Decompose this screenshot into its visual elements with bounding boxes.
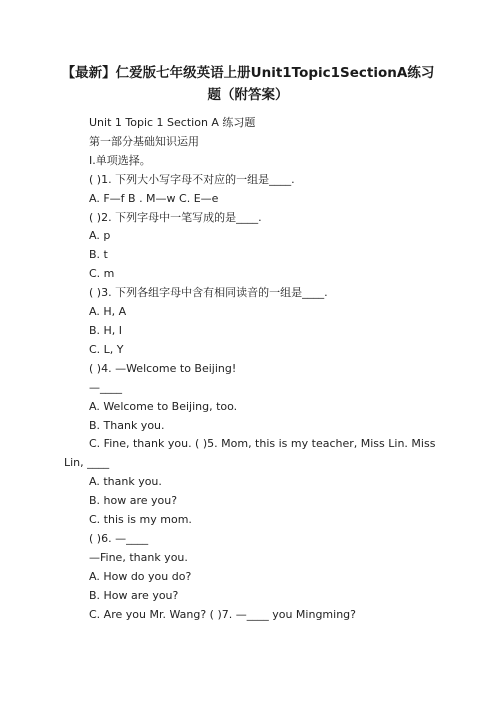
question-4-option-c-and-question-5: C. Fine, thank you. ( )5. Mom, this is my teacher, Miss Lin. Miss (89, 437, 436, 451)
document-body (64, 114, 436, 624)
question-2-option-b: B. t (89, 248, 108, 262)
question-2-option-a: A. p (89, 229, 111, 243)
title-line-2: 题（附答案） (207, 87, 289, 103)
question-4-option-b: B. Thank you. (89, 418, 165, 432)
question-6-option-b: B. How are you? (89, 588, 179, 602)
question-3-option-c: C. L, Y (89, 342, 124, 356)
question-6-option-c-and-question-7: C. Are you Mr. Wang? ( )7. —____ you Mingming? (89, 607, 356, 621)
title-line-1: 【最新】仁爱版七年级英语上册Unit1Topic1SectionA练习 (61, 65, 435, 81)
question-5-option-a: A. thank you. (89, 475, 162, 489)
question-5-option-b: B. how are you? (89, 494, 178, 508)
question-6: ( )6. —____ (89, 531, 149, 545)
question-3-option-a: A. H, A (89, 305, 127, 319)
question-4-blank: —____ (89, 380, 122, 394)
question-3: ( )3. 下列各组字母中含有相同读音的一组是____. (89, 286, 328, 300)
question-2: ( )2. 下列字母中一笔写成的是____. (89, 210, 262, 224)
exercise-heading: Ⅰ.单项选择。 (89, 153, 151, 167)
part-heading: 第一部分基础知识运用 (89, 134, 199, 148)
question-4-option-a: A. Welcome to Beijing, too. (89, 399, 238, 413)
question-2-option-c: C. m (89, 267, 115, 281)
question-3-option-b: B. H, I (89, 323, 123, 337)
question-5-continuation: Lin, ____ (64, 456, 110, 470)
section-heading: Unit 1 Topic 1 Section A 练习题 (89, 116, 256, 129)
question-1-options: A. F—f B . M—w C. E—e (89, 191, 219, 205)
document-title (60, 62, 436, 106)
question-6-option-a: A. How do you do? (89, 569, 192, 583)
question-6-reply: —Fine, thank you. (89, 550, 188, 564)
question-5-option-c: C. this is my mom. (89, 513, 192, 527)
question-4: ( )4. —Welcome to Beijing! (89, 361, 237, 375)
question-1: ( )1. 下列大小写字母不对应的一组是____. (89, 172, 295, 186)
